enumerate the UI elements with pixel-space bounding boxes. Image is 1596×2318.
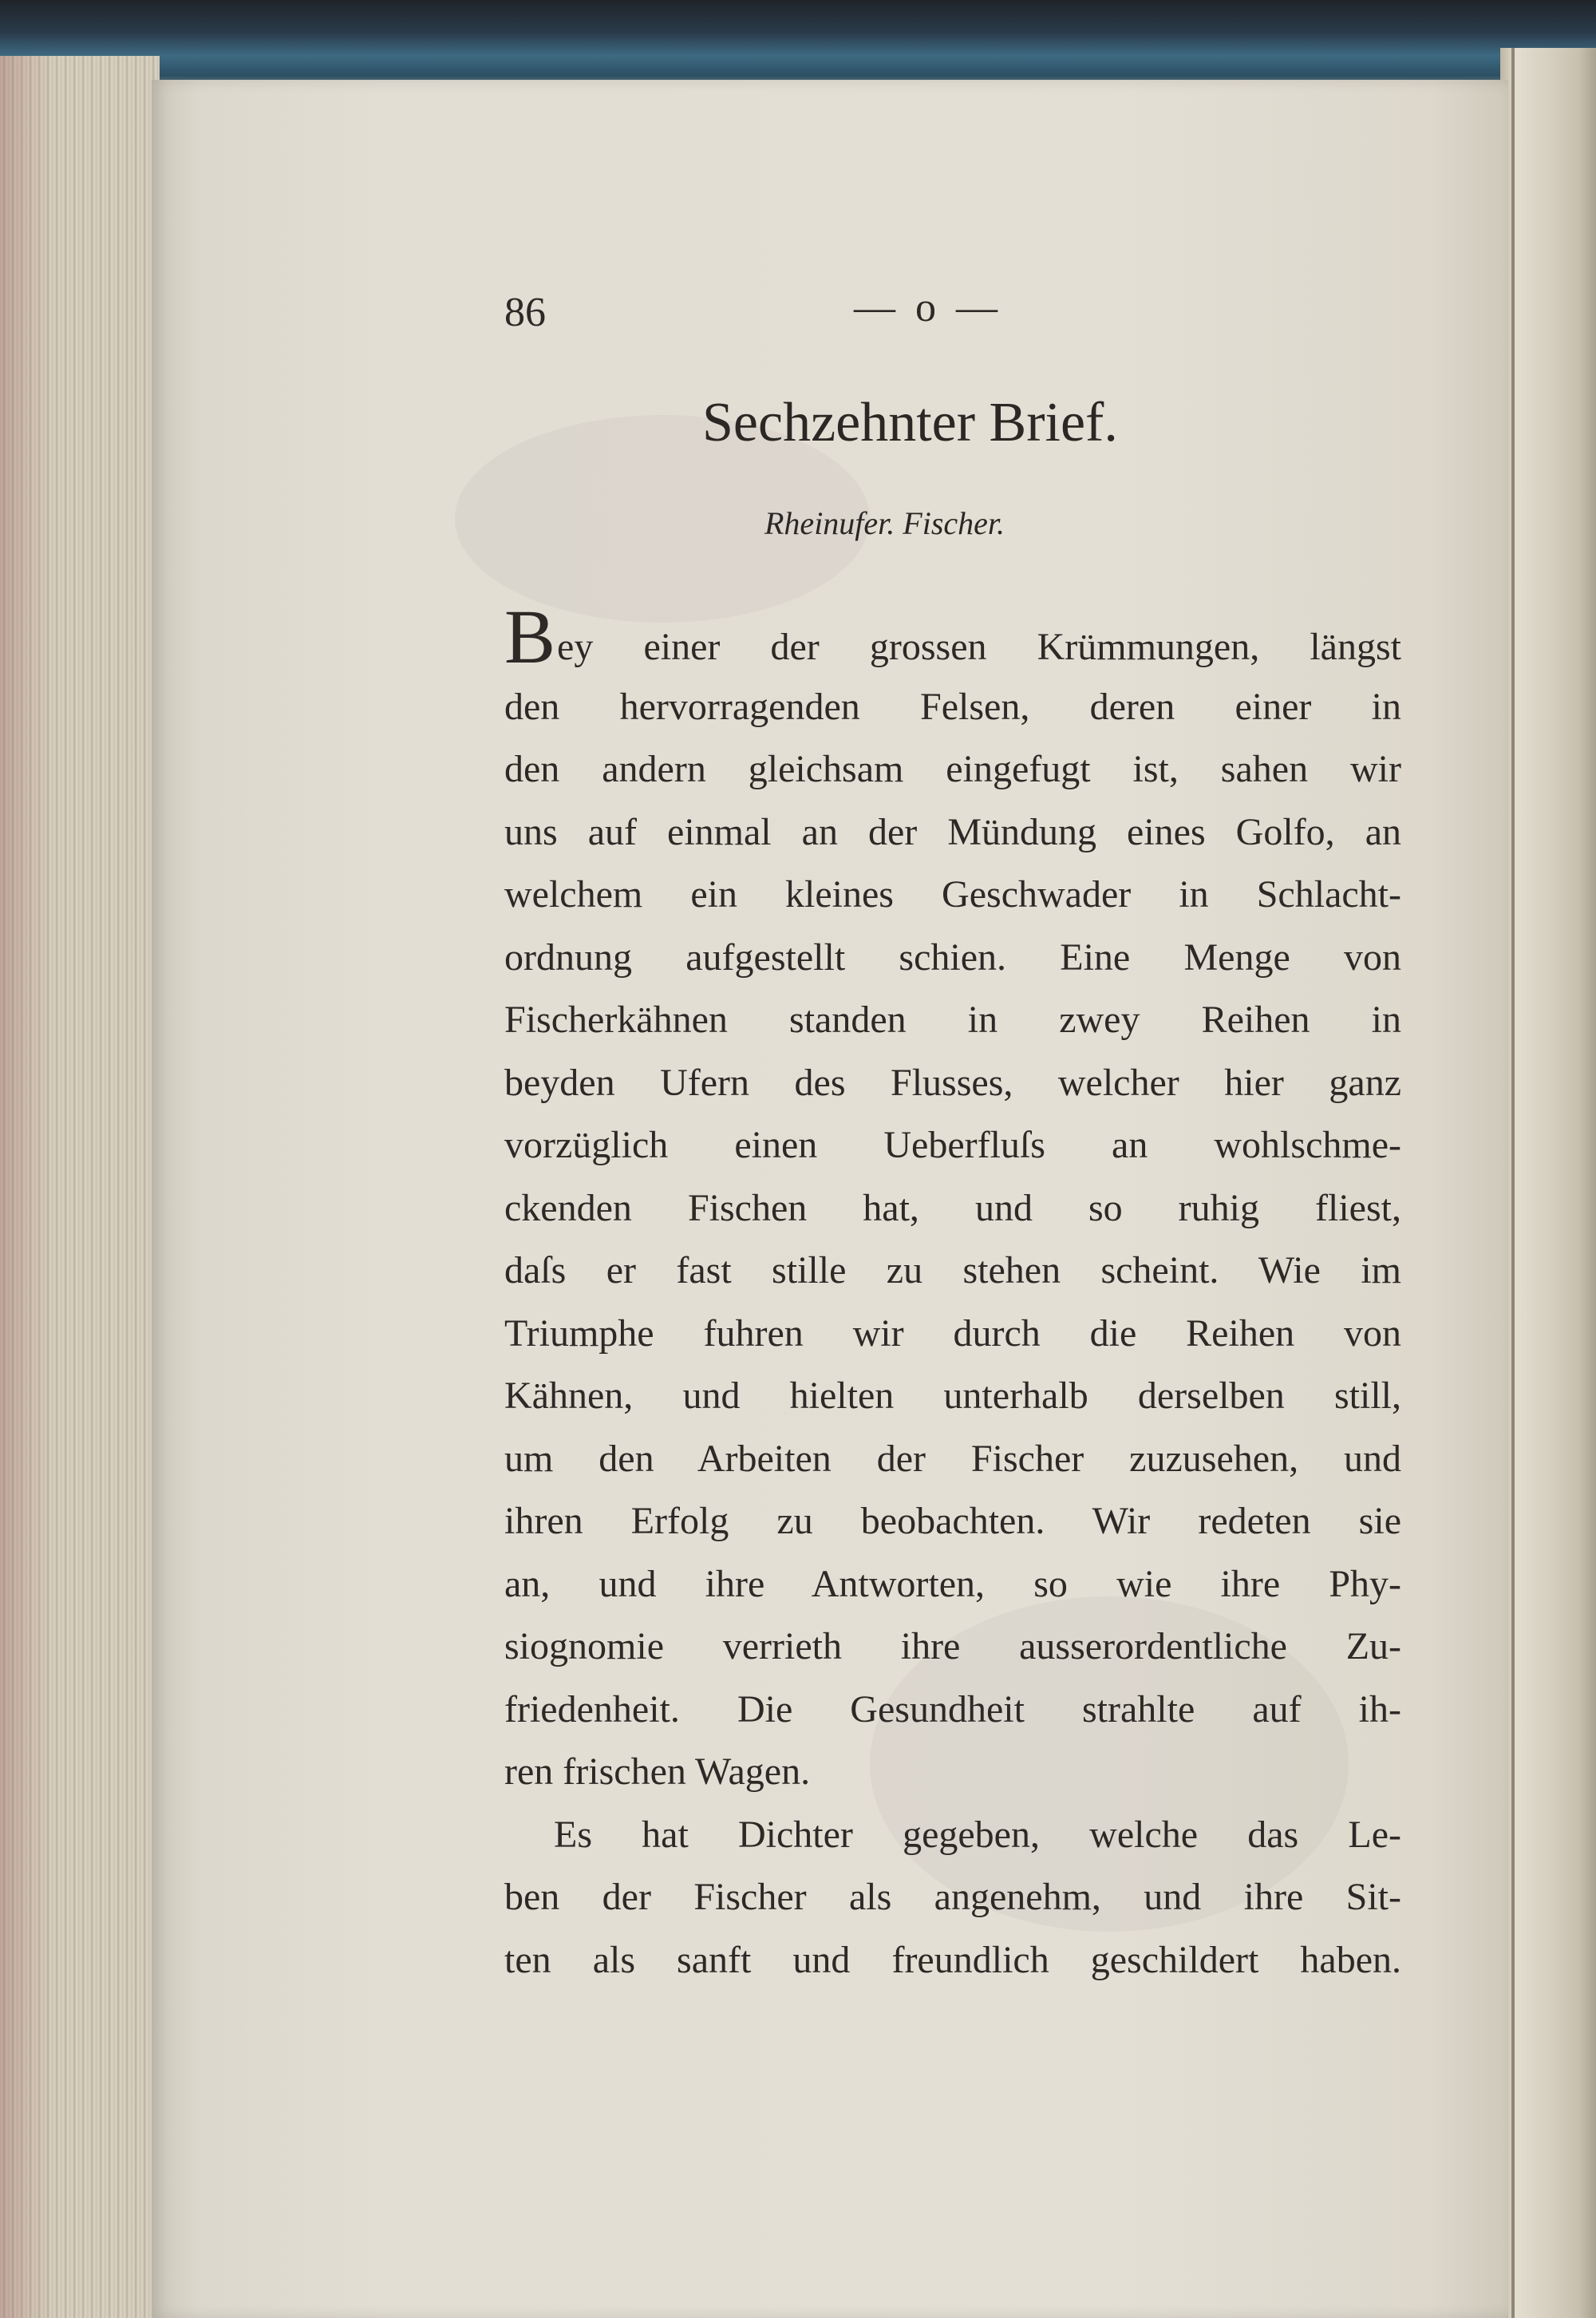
header-ornament: — o — [854,285,1002,330]
text-line: siognomie verrieth ihre ausserordentliche Zu- [504,1625,1401,1667]
text-line: uns auf einmal an der Mündung eines Golfo, an [504,810,1401,853]
text-line: Kähnen, und hielten unterhalb derselben still, [504,1375,1401,1417]
body-text [504,594,1401,1992]
right-page-edges [1500,48,1596,2318]
left-page-edges [0,56,160,2318]
text-line: beyden Ufern des Flusses, welcher hier ganz [504,1061,1401,1104]
text-line: ordnung aufgestellt schien. Eine Menge von [504,936,1401,979]
page-number: 86 [504,290,546,335]
text-line: Bey einer der grossen Krümmungen, längst [504,594,1401,679]
text-line: den hervorragenden Felsen, deren einer in [504,685,1401,728]
text-line: ten als sanft und freundlich geschildert haben. [504,1938,1401,1981]
text-line: den andern gleichsam eingefugt ist, sahen wir [504,748,1401,790]
text-line: vorzüglich einen Ueberfluſs an wohlschme- [504,1124,1401,1166]
text-line: friedenheit. Die Gesundheit strahlte auf ih- [504,1687,1401,1731]
drop-cap: B [504,594,556,679]
text-line: an, und ihre Antworten, so wie ihre Phy- [504,1562,1401,1605]
text-line: ben der Fischer als angenehm, und ihre Sit- [504,1876,1401,1918]
chapter-subtitle: Rheinufer. Fischer. [764,505,1005,541]
text-line: Fischerkähnen standen in zwey Reihen in [504,999,1401,1041]
text-line: Es hat Dichter gegeben, welche das Le- [554,1813,1401,1856]
text-line: ckenden Fischen hat, und so ruhig fliest, [504,1186,1401,1229]
text-line: daſs er fast stille zu stehen scheint. Wie im [504,1249,1401,1292]
text-line: ren frischen Wagen. [504,1750,811,1793]
text-line: um den Arbeiten der Fischer zuzusehen, und [504,1437,1401,1480]
text-line: Triumphe fuhren wir durch die Reihen von [504,1311,1401,1355]
text-line: ihren Erfolg zu beobachten. Wir redeten sie [504,1500,1401,1542]
chapter-title: Sechzehnter Brief. [702,392,1118,453]
book-cover-edge [0,0,1596,88]
text-line: welchem ein kleines Geschwader in Schlacht- [504,873,1401,916]
